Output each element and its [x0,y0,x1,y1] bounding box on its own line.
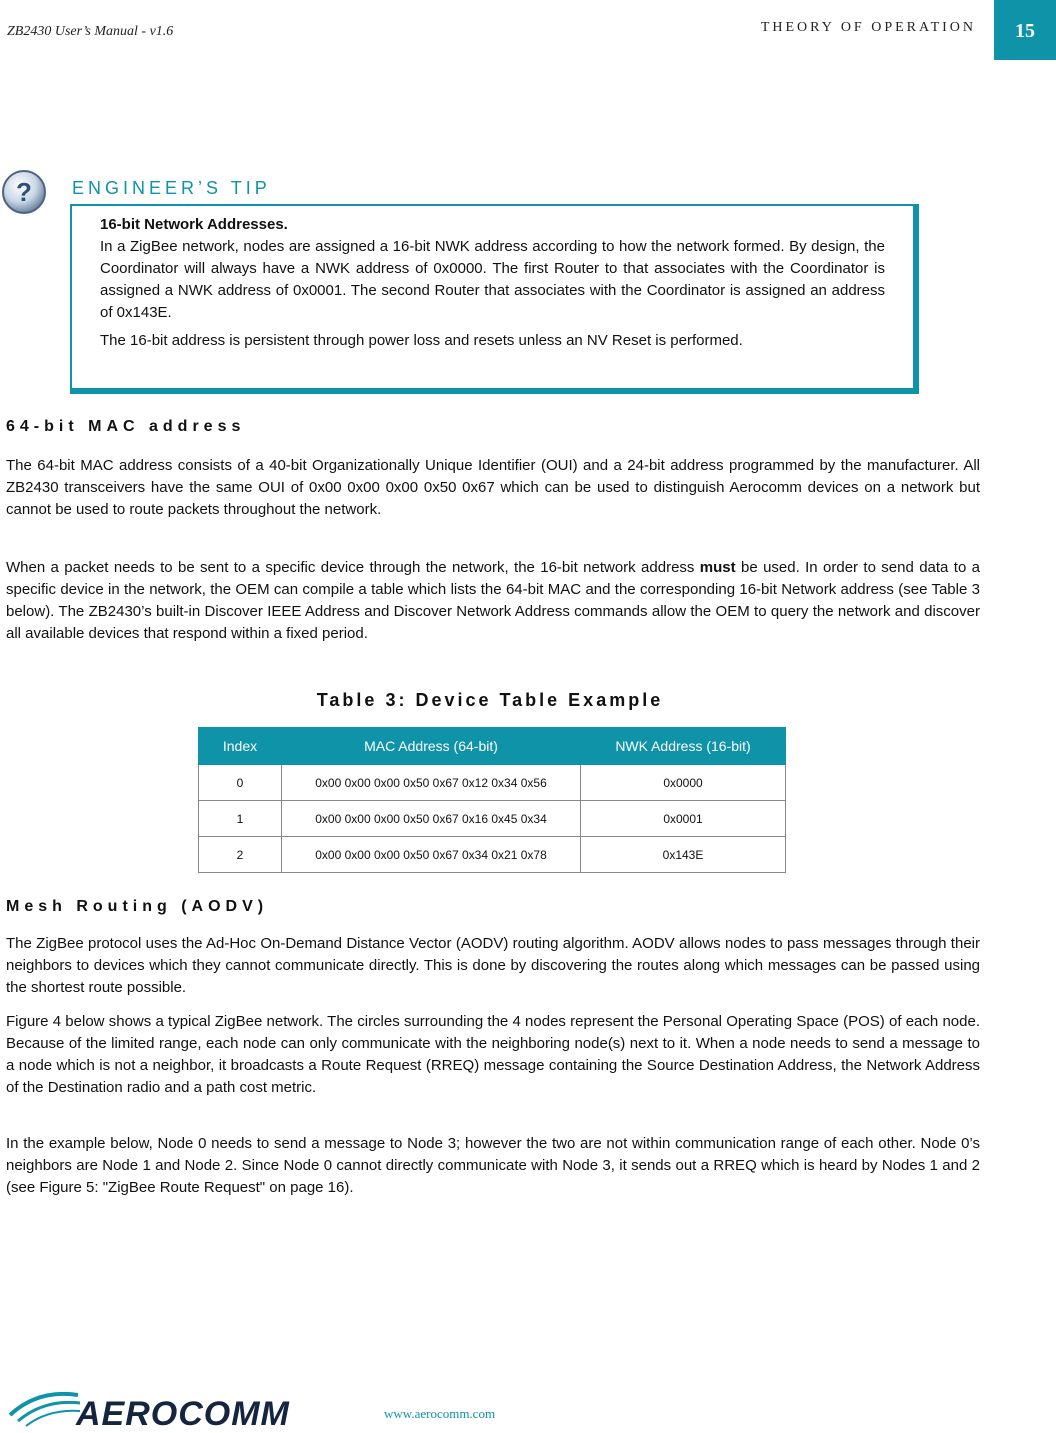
table-row [199,801,786,837]
mesh-paragraph-2: Figure 4 below shows a typical ZigBee network. The circles surrounding the 4 nodes represent the Personal Operating Space (POS) of each node. Because of the limited range, each node can only communicate with the neighboring node(s) next to it. When a node needs to send a message to a node which is not a neighbor, it broadcasts a Route Request (RREQ) message containing the Source Destination Address, the Network Address of the Destination radio and a path cost metric. [6,1013,980,1096]
cell-nwk: 0x143E [581,837,786,873]
mac-paragraph-1: The 64-bit MAC address consists of a 40-bit Organizationally Unique Identifier (OUI) and a 24-bit address programmed by the manufacturer. All ZB2430 transceivers have the same OUI of 0x00 0x00 0x00 0x50 0x67 which can be used to distinguish Aerocomm devices on a network but cannot be used to route packets throughout the network. [6,457,980,518]
table-row [199,837,786,873]
cell-index: 1 [199,801,282,837]
cell-index: 0 [199,765,282,801]
footer-url: www.aerocomm.com [384,1406,496,1421]
mac-paragraph-2: When a packet needs to be sent to a specific device through the network, the 16-bit network address must be used. In order to send data to a specific device in the network, the OEM can compile a table which lists the 64-bit MAC and the corresponding 16-bit Network address (see Table 3 below). The ZB2430’s built-in Discover IEEE Address and Discover Network Address commands allow the OEM to query the network and discover all available devices that respond within a fixed period. [6,559,981,642]
cell-mac: 0x00 0x00 0x00 0x50 0x67 0x16 0x45 0x34 [282,801,581,837]
must-emphasis: must [699,559,736,576]
tip-paragraph-1: In a ZigBee network, nodes are assigned a 16-bit NWK address according to how the network formed. By design, the Coordinator will always have a NWK address of 0x0000. The first Router to that associates with the Coordinator is assigned a NWK address of 0x0001. The second Router that associates with the Coordinator is assigned an address of 0x143E. [100,238,885,321]
mac-section-heading: 64-bit MAC address [6,418,246,435]
mesh-paragraph-3: In the example below, Node 0 needs to send a message to Node 3; however the two are not within communication range of each other. Node 0’s neighbors are Node 1 and Node 2. Since Node 0 cannot directly communicate with Node 3, it sends out a RREQ which is heard by Nodes 1 and 2 (see Figure 5: "ZigBee Route Request" on page 16). [6,1135,980,1196]
document-title: ZB2430 User’s Manual - v1.6 [7,24,174,39]
question-icon [0,168,48,216]
tip-paragraph-2: The 16-bit address is persistent through power loss and resets unless an NV Reset is performed. [100,332,743,349]
cell-nwk: 0x0001 [581,801,786,837]
tip-heading: 16-bit Network Addresses. [100,216,288,233]
logo-wordmark: AEROCOMM [76,1395,290,1429]
svg-text:?: ? [16,177,32,207]
device-table [198,727,786,873]
tip-title: ENGINEER’S TIP [72,178,271,198]
page-number: 15 [994,0,1056,60]
col-header-nwk: NWK Address (16-bit) [581,728,786,765]
mesh-section-heading: Mesh Routing (AODV) [6,898,269,915]
section-title: THEORY OF OPERATION [760,20,976,35]
cell-nwk: 0x0000 [581,765,786,801]
engineers-tip-box [70,204,919,394]
table-row [199,765,786,801]
aerocomm-logo [8,1385,368,1429]
cell-mac: 0x00 0x00 0x00 0x50 0x67 0x12 0x34 0x56 [282,765,581,801]
table-caption: Table 3: Device Table Example [316,690,664,710]
col-header-index: Index [199,728,282,765]
col-header-mac: MAC Address (64-bit) [282,728,581,765]
mesh-paragraph-1: The ZigBee protocol uses the Ad-Hoc On-Demand Distance Vector (AODV) routing algorithm. AODV allows nodes to pass messages through their neighbors to devices which they cannot communicate directly. This is done by discovering the routes along which messages can be passed using the shortest route possible. [6,935,980,996]
cell-mac: 0x00 0x00 0x00 0x50 0x67 0x34 0x21 0x78 [282,837,581,873]
cell-index: 2 [199,837,282,873]
